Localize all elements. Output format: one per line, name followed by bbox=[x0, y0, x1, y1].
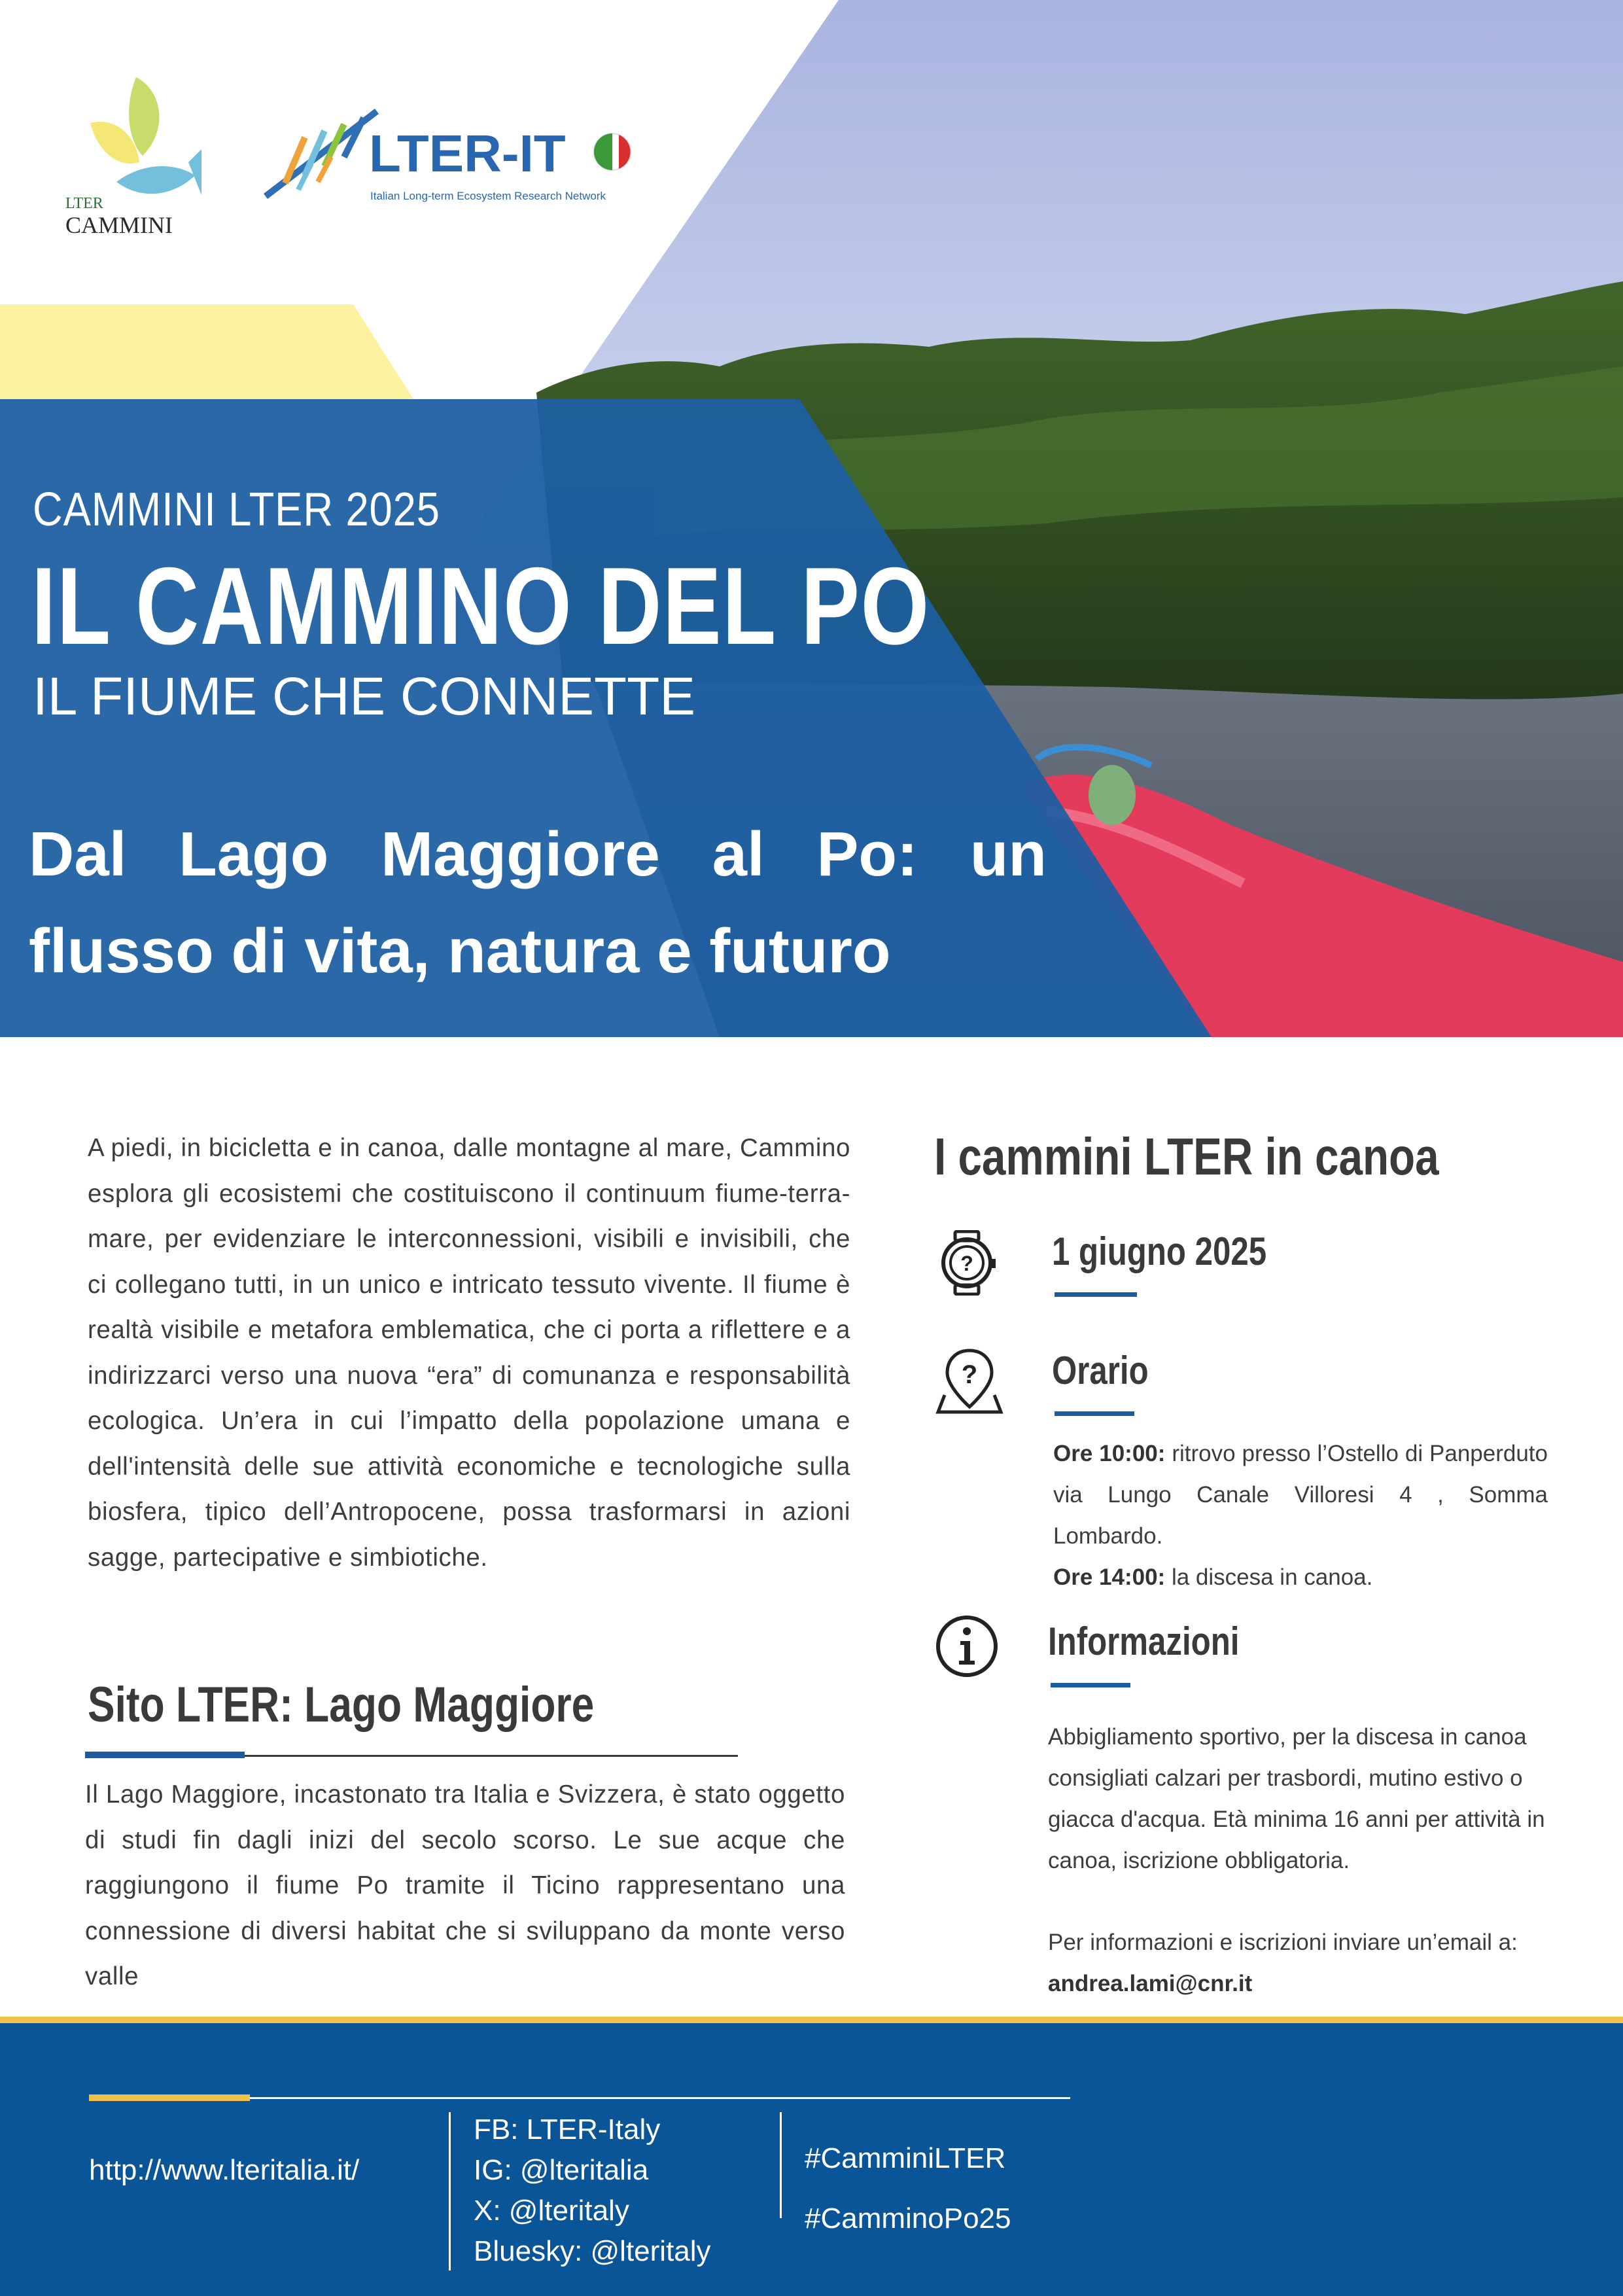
logo-lterit-subtitle: Italian Long-term Ecosystem Research Network bbox=[370, 190, 606, 202]
orario-2-text: la discesa in canoa. bbox=[1165, 1564, 1373, 1590]
info-underline bbox=[1051, 1683, 1130, 1687]
lter-it-logo bbox=[259, 98, 635, 209]
event-date: 1 giugno 2025 bbox=[1052, 1229, 1267, 1273]
site-paragraph: Il Lago Maggiore, incastonato tra Italia e Svizzera, è stato oggetto di studi fin dagli inizi del secolo scorso. Le sue acque che raggiungono il fiume Po tramite il Ticino rappresentano una connessione di diversi habitat che si sviluppano da monte verso valle bbox=[85, 1780, 845, 1990]
footer-rule-accent bbox=[89, 2094, 250, 2101]
x-link[interactable]: X: @lteritaly bbox=[474, 2195, 629, 2227]
facebook-link[interactable]: FB: LTER-Italy bbox=[474, 2113, 661, 2146]
info-heading: Informazioni bbox=[1048, 1619, 1240, 1663]
svg-text:?: ? bbox=[961, 1360, 978, 1389]
footer-divider bbox=[780, 2112, 782, 2218]
fish-skeleton-icon bbox=[266, 111, 377, 196]
info-contact bbox=[1048, 1922, 1591, 2004]
lter-cammini-logo bbox=[64, 71, 201, 242]
intro-paragraph: A piedi, in bicicletta e in canoa, dalle montagne al mare, Cammino esplora gli ecosistemi che costituiscono il continuum fiume-terra-mare, per evidenziare le interconnessioni, visibili e invisibili, che ci collegano tutti, in un unico e intricato tessuto vivente. Il fiume è realtà visibile e metafora emblematica, che ci porta a riflettere e a indirizzarci verso una nuova “era” di comunanza e responsabilità ecologica. Un’era in cui l’impatto della popolazione umana e dell'intensità delle sue attività economiche e tecnologiche sulla biosfera, tipico dell’Antropocene, possa trasformarsi in azioni sagge, partecipative e simbiotiche. bbox=[88, 1134, 850, 1572]
hashtag-cammino-po[interactable]: #CamminoPo25 bbox=[805, 2202, 1011, 2234]
bluesky-link[interactable]: Bluesky: @lteritaly bbox=[474, 2235, 711, 2267]
footer-divider bbox=[449, 2112, 451, 2270]
footer-gold-rule bbox=[0, 2017, 1623, 2023]
date-underline bbox=[1055, 1292, 1137, 1297]
website-link[interactable]: http://www.lteritalia.it/ bbox=[89, 2154, 360, 2186]
page-subtitle: IL FIUME CHE CONNETTE bbox=[33, 667, 695, 726]
orario-underline bbox=[1055, 1411, 1134, 1416]
info-contact-text: Per informazioni e iscrizioni inviare un’email a: bbox=[1048, 1930, 1518, 1955]
orario-text bbox=[1053, 1433, 1548, 1598]
info-text: Abbigliamento sportivo, per la discesa in canoa consigliati calzari per trasbordi, mutino estivo o giacca d'acqua. Età minima 16 anni per attività in canoa, iscrizione obbligatoria. bbox=[1048, 1724, 1545, 1873]
contact-email-link[interactable]: andrea.lami@cnr.it bbox=[1048, 1971, 1253, 1996]
series-label: CAMMINI LTER 2025 bbox=[33, 484, 440, 536]
site-heading-accent bbox=[85, 1752, 245, 1758]
map-pin-question-icon bbox=[935, 1347, 1003, 1415]
svg-text:?: ? bbox=[960, 1252, 973, 1275]
italy-flag-icon bbox=[594, 133, 631, 170]
logo-lterit-name: LTER-IT bbox=[369, 124, 566, 183]
instagram-link[interactable]: IG: @lteritalia bbox=[474, 2154, 649, 2186]
event-heading: I cammini LTER in canoa bbox=[934, 1127, 1439, 1186]
logo-cammini-bottom-text: CAMMINI bbox=[65, 212, 173, 238]
page-title: IL CAMMINO DEL PO bbox=[31, 544, 930, 667]
hashtag-cammini[interactable]: #CamminiLTER bbox=[805, 2142, 1006, 2174]
orario-1-label: Ore 10:00: bbox=[1053, 1441, 1166, 1466]
orario-2-label: Ore 14:00: bbox=[1053, 1564, 1166, 1590]
info-icon bbox=[934, 1614, 1000, 1679]
orario-heading: Orario bbox=[1052, 1349, 1149, 1392]
orario-1-text: ritrovo presso l’Ostello di Panperduto via Lungo Canale Villoresi 4 , Somma Lombardo. bbox=[1053, 1441, 1548, 1549]
site-heading: Sito LTER: Lago Maggiore bbox=[88, 1677, 595, 1733]
tagline: Dal Lago Maggiore al Po: un flusso di vita, natura e futuro bbox=[29, 819, 1047, 986]
logo-cammini-top-text: LTER bbox=[65, 195, 103, 212]
clock-icon bbox=[937, 1230, 997, 1296]
